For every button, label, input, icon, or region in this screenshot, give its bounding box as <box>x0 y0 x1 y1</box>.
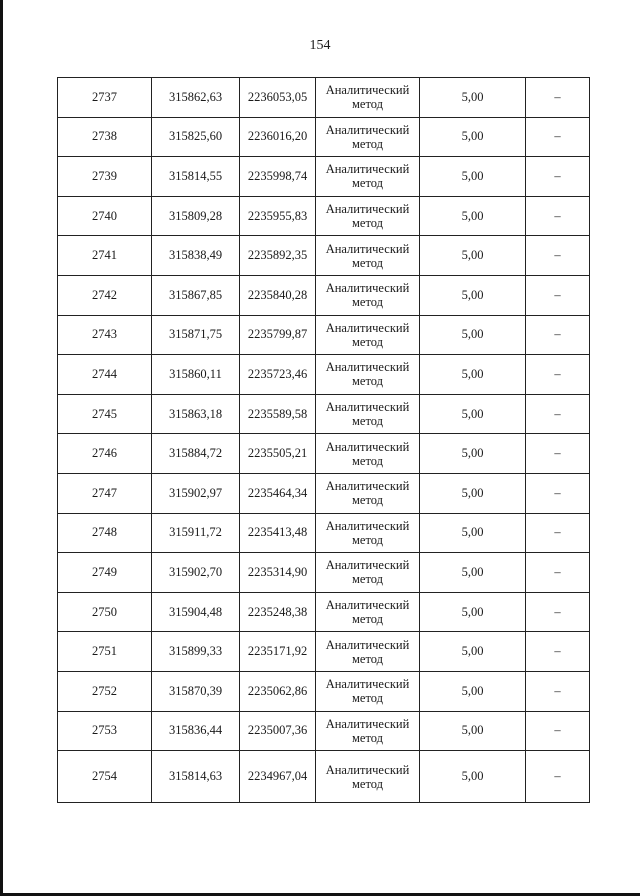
point-number-cell: 2747 <box>58 473 152 513</box>
y-coordinate-cell: 2235062,86 <box>240 671 316 711</box>
point-number-cell: 2744 <box>58 355 152 395</box>
accuracy-value-cell: 5,00 <box>420 553 526 593</box>
accuracy-value-cell: 5,00 <box>420 157 526 197</box>
x-coordinate-cell: 315863,18 <box>152 394 240 434</box>
point-number-cell: 2753 <box>58 711 152 751</box>
method-cell: Аналитический метод <box>316 236 420 276</box>
table-row <box>58 434 590 474</box>
table-row <box>58 196 590 236</box>
accuracy-value-cell: 5,00 <box>420 117 526 157</box>
accuracy-value-cell: 5,00 <box>420 275 526 315</box>
method-cell: Аналитический метод <box>316 632 420 672</box>
table-row <box>58 592 590 632</box>
table-row <box>58 78 590 118</box>
y-coordinate-cell: 2235589,58 <box>240 394 316 434</box>
method-cell: Аналитический метод <box>316 592 420 632</box>
point-number-cell: 2737 <box>58 78 152 118</box>
x-coordinate-cell: 315838,49 <box>152 236 240 276</box>
table-row <box>58 117 590 157</box>
table-row <box>58 513 590 553</box>
y-coordinate-cell: 2235464,34 <box>240 473 316 513</box>
method-cell: Аналитический метод <box>316 315 420 355</box>
accuracy-value-cell: 5,00 <box>420 394 526 434</box>
y-coordinate-cell: 2235248,38 <box>240 592 316 632</box>
accuracy-value-cell: 5,00 <box>420 751 526 803</box>
accuracy-value-cell: 5,00 <box>420 355 526 395</box>
table-row <box>58 751 590 803</box>
x-coordinate-cell: 315904,48 <box>152 592 240 632</box>
note-cell: – <box>526 236 590 276</box>
accuracy-value-cell: 5,00 <box>420 315 526 355</box>
table-row <box>58 394 590 434</box>
y-coordinate-cell: 2235840,28 <box>240 275 316 315</box>
table-row <box>58 236 590 276</box>
point-number-cell: 2742 <box>58 275 152 315</box>
y-coordinate-cell: 2235955,83 <box>240 196 316 236</box>
coordinates-table <box>57 77 590 803</box>
table-row <box>58 355 590 395</box>
accuracy-value-cell: 5,00 <box>420 473 526 513</box>
accuracy-value-cell: 5,00 <box>420 671 526 711</box>
point-number-cell: 2752 <box>58 671 152 711</box>
table-row <box>58 315 590 355</box>
method-cell: Аналитический метод <box>316 275 420 315</box>
method-cell: Аналитический метод <box>316 394 420 434</box>
x-coordinate-cell: 315911,72 <box>152 513 240 553</box>
accuracy-value-cell: 5,00 <box>420 236 526 276</box>
method-cell: Аналитический метод <box>316 711 420 751</box>
accuracy-value-cell: 5,00 <box>420 592 526 632</box>
note-cell: – <box>526 434 590 474</box>
point-number-cell: 2751 <box>58 632 152 672</box>
point-number-cell: 2745 <box>58 394 152 434</box>
point-number-cell: 2748 <box>58 513 152 553</box>
accuracy-value-cell: 5,00 <box>420 196 526 236</box>
table-row <box>58 157 590 197</box>
point-number-cell: 2743 <box>58 315 152 355</box>
point-number-cell: 2749 <box>58 553 152 593</box>
method-cell: Аналитический метод <box>316 553 420 593</box>
x-coordinate-cell: 315836,44 <box>152 711 240 751</box>
y-coordinate-cell: 2235505,21 <box>240 434 316 474</box>
method-cell: Аналитический метод <box>316 355 420 395</box>
table-row <box>58 275 590 315</box>
page-number: 154 <box>309 38 331 53</box>
method-cell: Аналитический метод <box>316 196 420 236</box>
accuracy-value-cell: 5,00 <box>420 711 526 751</box>
note-cell: – <box>526 355 590 395</box>
table-body <box>58 78 590 803</box>
y-coordinate-cell: 2236053,05 <box>240 78 316 118</box>
x-coordinate-cell: 315867,85 <box>152 275 240 315</box>
y-coordinate-cell: 2236016,20 <box>240 117 316 157</box>
y-coordinate-cell: 2235998,74 <box>240 157 316 197</box>
accuracy-value-cell: 5,00 <box>420 513 526 553</box>
accuracy-value-cell: 5,00 <box>420 632 526 672</box>
note-cell: – <box>526 78 590 118</box>
note-cell: – <box>526 592 590 632</box>
note-cell: – <box>526 671 590 711</box>
note-cell: – <box>526 711 590 751</box>
x-coordinate-cell: 315899,33 <box>152 632 240 672</box>
x-coordinate-cell: 315871,75 <box>152 315 240 355</box>
note-cell: – <box>526 394 590 434</box>
note-cell: – <box>526 157 590 197</box>
point-number-cell: 2741 <box>58 236 152 276</box>
y-coordinate-cell: 2235314,90 <box>240 553 316 593</box>
method-cell: Аналитический метод <box>316 473 420 513</box>
point-number-cell: 2739 <box>58 157 152 197</box>
method-cell: Аналитический метод <box>316 78 420 118</box>
note-cell: – <box>526 513 590 553</box>
x-coordinate-cell: 315814,55 <box>152 157 240 197</box>
method-cell: Аналитический метод <box>316 434 420 474</box>
x-coordinate-cell: 315862,63 <box>152 78 240 118</box>
y-coordinate-cell: 2235892,35 <box>240 236 316 276</box>
table-row <box>58 553 590 593</box>
y-coordinate-cell: 2235723,46 <box>240 355 316 395</box>
point-number-cell: 2750 <box>58 592 152 632</box>
table-row <box>58 473 590 513</box>
x-coordinate-cell: 315870,39 <box>152 671 240 711</box>
table-row <box>58 632 590 672</box>
table-row <box>58 711 590 751</box>
note-cell: – <box>526 553 590 593</box>
point-number-cell: 2738 <box>58 117 152 157</box>
method-cell: Аналитический метод <box>316 671 420 711</box>
x-coordinate-cell: 315814,63 <box>152 751 240 803</box>
x-coordinate-cell: 315860,11 <box>152 355 240 395</box>
x-coordinate-cell: 315884,72 <box>152 434 240 474</box>
y-coordinate-cell: 2235799,87 <box>240 315 316 355</box>
note-cell: – <box>526 632 590 672</box>
method-cell: Аналитический метод <box>316 157 420 197</box>
y-coordinate-cell: 2234967,04 <box>240 751 316 803</box>
accuracy-value-cell: 5,00 <box>420 78 526 118</box>
accuracy-value-cell: 5,00 <box>420 434 526 474</box>
method-cell: Аналитический метод <box>316 117 420 157</box>
note-cell: – <box>526 315 590 355</box>
y-coordinate-cell: 2235007,36 <box>240 711 316 751</box>
note-cell: – <box>526 275 590 315</box>
y-coordinate-cell: 2235171,92 <box>240 632 316 672</box>
table-row <box>58 671 590 711</box>
point-number-cell: 2746 <box>58 434 152 474</box>
method-cell: Аналитический метод <box>316 513 420 553</box>
note-cell: – <box>526 473 590 513</box>
point-number-cell: 2740 <box>58 196 152 236</box>
note-cell: – <box>526 196 590 236</box>
note-cell: – <box>526 117 590 157</box>
y-coordinate-cell: 2235413,48 <box>240 513 316 553</box>
x-coordinate-cell: 315809,28 <box>152 196 240 236</box>
note-cell: – <box>526 751 590 803</box>
x-coordinate-cell: 315902,70 <box>152 553 240 593</box>
x-coordinate-cell: 315902,97 <box>152 473 240 513</box>
point-number-cell: 2754 <box>58 751 152 803</box>
method-cell: Аналитический метод <box>316 751 420 803</box>
x-coordinate-cell: 315825,60 <box>152 117 240 157</box>
